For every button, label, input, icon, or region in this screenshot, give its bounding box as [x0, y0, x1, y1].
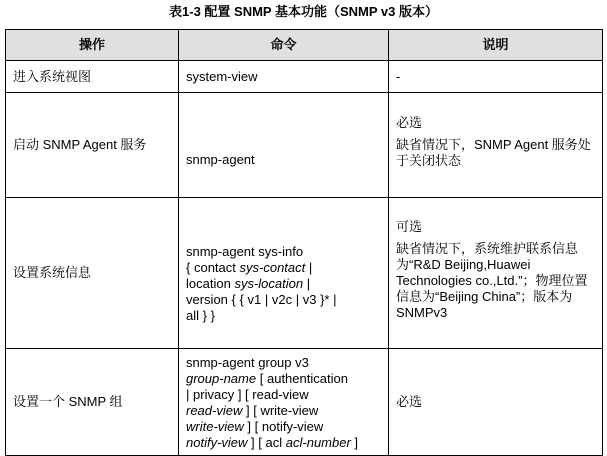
- command-bracket: |: [308, 260, 313, 275]
- command-keyword: v2c: [271, 292, 293, 307]
- command-bracket: { {: [231, 292, 244, 307]
- command-keyword: snmp-agent sys-info: [186, 244, 304, 259]
- command-cell: [179, 93, 389, 198]
- operation-cell: 启动 SNMP Agent 服务: [6, 93, 179, 198]
- command-bracket: ] [: [245, 403, 257, 418]
- table-row: [6, 61, 603, 93]
- command-bracket: |: [306, 276, 311, 291]
- table-row: [6, 198, 603, 349]
- command-keyword: privacy: [193, 387, 235, 402]
- command-argument: write-view: [186, 419, 244, 434]
- command-keyword: location: [186, 276, 231, 291]
- description-cell: [389, 198, 603, 349]
- description-cell: -: [389, 61, 603, 93]
- command-keyword: all: [186, 308, 200, 323]
- operation-cell: 进入系统视图: [6, 61, 179, 93]
- requirement-text: 可选: [396, 219, 423, 234]
- command-bracket: ]: [354, 435, 359, 450]
- command-argument: notify-view: [186, 435, 248, 450]
- command-keyword: notify-view: [261, 419, 324, 434]
- table-header-row: [6, 30, 603, 61]
- command-argument: group-name: [186, 371, 257, 386]
- header-command: 命令: [179, 30, 389, 61]
- command-keyword: version: [186, 292, 228, 307]
- default-text: 缺省情况下，SNMP Agent 服务处于关闭状态: [396, 137, 591, 168]
- command-bracket: [: [259, 371, 264, 386]
- command-keyword: write-view: [260, 403, 319, 418]
- command-cell: [179, 349, 389, 456]
- operation-cell: 设置系统信息: [6, 198, 179, 349]
- operation-cell: 设置一个 SNMP 组: [6, 349, 179, 456]
- header-operation: 操作: [6, 30, 179, 61]
- command-keyword: read-view: [252, 387, 309, 402]
- command-bracket: }* |: [320, 292, 337, 307]
- table-caption: 表1-3 配置 SNMP 基本功能（SNMP v3 版本）: [169, 4, 438, 19]
- command-keyword: snmp-agent: [186, 152, 255, 167]
- command-bracket: |: [295, 292, 300, 307]
- command-bracket: } }: [202, 308, 215, 323]
- command-bracket: |: [264, 292, 269, 307]
- description-cell: [389, 93, 603, 198]
- command-bracket: ] [: [251, 435, 262, 450]
- command-cell: [179, 61, 389, 93]
- command-argument: sys-contact: [239, 260, 306, 275]
- command-argument: acl-number: [285, 435, 351, 450]
- command-keyword: snmp-agent group v3: [186, 355, 309, 370]
- command-bracket: ] [: [247, 419, 259, 434]
- command-keyword: v1: [247, 292, 262, 307]
- command-argument: sys-location: [234, 276, 304, 291]
- default-text: 缺省情况下，系统维护联系信息为“R&D Beijing,Huawei Technologies co.,Ltd.”；物理位置信息为“Beijing China”；版本为 SNMPv3: [396, 241, 588, 320]
- command-bracket: {: [186, 260, 191, 275]
- command-keyword: system-view: [186, 68, 258, 84]
- command-keyword: contact: [193, 260, 236, 275]
- command-keyword: authentication: [266, 371, 348, 386]
- header-description: 说明: [389, 30, 603, 61]
- table-row: [6, 93, 603, 198]
- command-cell: [179, 198, 389, 349]
- command-argument: read-view: [186, 403, 243, 418]
- requirement-text: 必选: [396, 115, 423, 130]
- command-keyword: acl: [265, 435, 283, 450]
- command-bracket: |: [186, 387, 190, 402]
- snmp-config-table: [5, 29, 603, 456]
- description-cell: 必选: [389, 349, 603, 456]
- command-keyword: v3: [302, 292, 317, 307]
- command-bracket: ] [: [237, 387, 249, 402]
- table-row: [6, 349, 603, 456]
